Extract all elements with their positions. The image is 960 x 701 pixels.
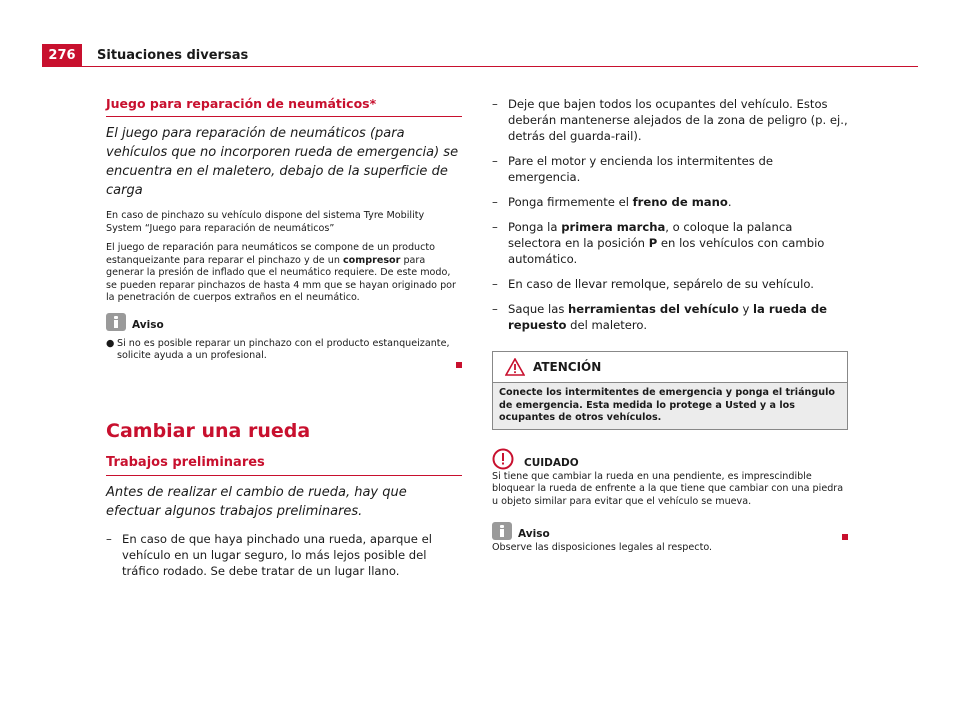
dash-glyph: – — [106, 531, 112, 546]
text-segment: , o coloque la palanca selectora en la posición — [508, 220, 793, 250]
note-heading — [492, 522, 848, 540]
chapter-title: Cambiar una rueda — [106, 419, 311, 442]
prelim-intro: Antes de realizar el cambio de rueda, hay que efectuar algunos trabajos preliminares. — [106, 484, 407, 519]
dash-glyph: – — [492, 277, 498, 291]
repair-kit-paragraph-1: En caso de pinchazo su vehículo dispone del sistema Tyre Mobility System “Juego para reparación de neumáticos” — [106, 210, 425, 234]
text-segment: Saque las — [508, 302, 569, 316]
warning-header — [493, 352, 847, 383]
note-label: Aviso — [132, 318, 164, 331]
warning-triangle-icon — [505, 358, 525, 376]
text-segment: para generar la presión de inflado que el neumático requiere. De este modo, se pueden reparar pinchazos de hasta 4 mm que se hayan originado por la penetración de cuerpos extraños en el neumático. — [106, 254, 456, 303]
end-of-section-marker — [842, 534, 848, 540]
dash-glyph: – — [492, 97, 498, 111]
step-item — [492, 153, 848, 185]
repair-kit-intro: El juego para reparación de neumáticos (para vehículos que no incorporen rueda de emergencia) se encuentra en el maletero, debajo de la superficie de carga — [106, 126, 459, 198]
dash-glyph: – — [492, 154, 498, 168]
right-column — [492, 96, 848, 562]
bullet-glyph: ● — [106, 337, 115, 349]
caution-exclamation-icon — [492, 448, 514, 470]
step-item — [492, 301, 848, 333]
bold-term-compresor: compresor — [342, 254, 401, 266]
note-text: Observe las disposiciones legales al respecto. — [492, 542, 713, 553]
left-column — [106, 96, 462, 579]
text-segment: Ponga la — [508, 220, 562, 234]
note-heading — [106, 313, 462, 331]
step-text: Pare el motor y encienda los intermitentes de emergencia. — [508, 154, 773, 184]
step-item — [492, 194, 848, 210]
page-number: 276 — [42, 44, 82, 67]
dash-glyph: – — [492, 220, 498, 234]
note-label: Aviso — [518, 528, 550, 540]
text-segment: Ponga firmemente el — [508, 195, 633, 209]
note-text: Si no es posible reparar un pinchazo con el producto estanqueizante, solicite ayuda a un profesional. — [117, 337, 450, 361]
step-text — [508, 301, 848, 333]
header-rule — [82, 66, 918, 67]
step-text — [508, 219, 848, 267]
page-section-title: Situaciones diversas — [97, 48, 249, 63]
info-icon — [492, 522, 512, 540]
warning-box — [492, 351, 848, 430]
text-segment: y — [738, 302, 754, 316]
text-segment: del maletero. — [566, 318, 648, 332]
info-icon — [106, 313, 126, 331]
note-item — [106, 338, 462, 363]
step-item — [492, 276, 848, 292]
step-text — [508, 194, 732, 210]
bold-term: la rueda de repuesto — [508, 302, 828, 332]
step-text: En caso de que haya pinchado una rueda, aparque el vehículo en un lugar seguro, lo más lejos posible del tráfico rodado. Se debe tratar de un lugar llano. — [122, 531, 432, 578]
step-text: Deje que bajen todos los ocupantes del vehículo. Estos deberán mantenerse alejados de la zona de peligro (p. ej., detrás del guarda-rail). — [508, 97, 848, 143]
repair-kit-paragraph-2 — [106, 242, 462, 305]
caution-heading — [492, 448, 848, 470]
caution-label: CUIDADO — [524, 456, 579, 469]
bold-term: P — [648, 236, 658, 250]
step-item — [492, 96, 848, 144]
warning-text: Conecte los intermitentes de emergencia y ponga el triángulo de emergencia. Esta medida lo protege a Usted y a los ocupantes de otros vehículos. — [499, 387, 835, 423]
bold-term: herramientas del vehículo — [568, 302, 739, 316]
bold-term: primera marcha — [561, 220, 666, 234]
text-segment: en los vehículos con cambio automático. — [508, 236, 825, 266]
warning-label: ATENCIÓN — [533, 360, 602, 374]
step-item — [106, 531, 462, 579]
step-item — [492, 219, 848, 267]
bold-term: freno de mano — [632, 195, 728, 209]
prelim-heading: Trabajos preliminares — [106, 455, 462, 476]
text-segment: . — [727, 195, 732, 209]
repair-kit-heading: Juego para reparación de neumáticos* — [106, 96, 462, 117]
text-segment: El juego de reparación para neumáticos se compone de un producto estanqueizante para reparar el pinchazo y de un — [106, 242, 436, 266]
end-of-section-marker — [456, 362, 462, 368]
step-text: En caso de llevar remolque, sepárelo de su vehículo. — [508, 277, 814, 291]
caution-text: Si tiene que cambiar la rueda en una pendiente, es imprescindible bloquear la rueda de enfrente a la que tiene que cambiar con una piedra u objeto similar para evitar que el vehículo se mueva. — [492, 470, 844, 507]
note-row — [492, 542, 848, 562]
dash-glyph: – — [492, 195, 498, 209]
dash-glyph: – — [492, 302, 498, 316]
